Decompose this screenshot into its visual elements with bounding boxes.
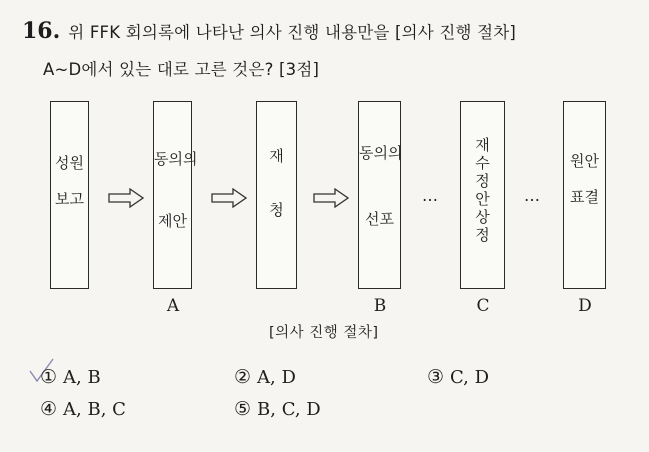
option-5[interactable] — [234, 398, 321, 420]
option-text: A, D — [257, 367, 296, 388]
label-b: B — [373, 296, 387, 316]
label-c: C — [476, 296, 490, 316]
box-text: 원안 표결 — [570, 152, 599, 206]
label-a: A — [166, 296, 180, 316]
question-line-2 — [43, 56, 319, 80]
procedure-box-second — [256, 101, 297, 289]
procedure-box-original-vote — [563, 101, 606, 289]
option-number: ④ — [40, 398, 58, 420]
option-text: C, D — [450, 367, 490, 388]
option-number: ① — [40, 366, 58, 388]
label-d: D — [578, 296, 592, 316]
arrow-right-icon — [211, 188, 247, 208]
box-text: 재수정안 상정 — [475, 136, 490, 244]
procedure-caption: [의사 진행 절차] — [269, 325, 379, 341]
ellipsis: … — [524, 186, 542, 205]
option-2[interactable] — [234, 366, 296, 388]
option-text: A, B — [63, 367, 101, 388]
question-text-line1: 위 FFK 회의록에 나타난 의사 진행 내용만을 [의사 진행 절차] — [68, 23, 517, 42]
option-number: ② — [234, 366, 252, 388]
box-text: 제안 — [158, 212, 187, 230]
procedure-box-quorum-report — [50, 101, 89, 289]
arrow-right-icon — [108, 188, 144, 208]
option-1[interactable] — [40, 366, 101, 388]
box-text: 동의의 — [154, 150, 198, 168]
procedure-box-motion-proposal — [153, 101, 198, 289]
box-text: 선포 — [365, 210, 394, 228]
box-text: 동의의 — [359, 144, 403, 162]
option-4[interactable] — [40, 398, 126, 420]
question-line-1 — [22, 18, 516, 44]
option-3[interactable] — [427, 366, 489, 388]
question-text-line2: A~D에서 있는 대로 고른 것은? [3점] — [43, 60, 320, 79]
ellipsis: … — [422, 186, 440, 205]
option-number: ③ — [427, 366, 445, 388]
option-number: ⑤ — [234, 398, 252, 420]
box-text: 성원 보고 — [55, 154, 84, 208]
option-text: A, B, C — [63, 399, 126, 420]
box-text: 재 청 — [269, 147, 284, 219]
arrow-right-icon — [313, 188, 349, 208]
option-text: B, C, D — [257, 399, 321, 420]
question-number: 16. — [22, 18, 61, 44]
procedure-box-motion-declaration — [358, 101, 401, 289]
procedure-box-resubmission — [460, 101, 505, 289]
